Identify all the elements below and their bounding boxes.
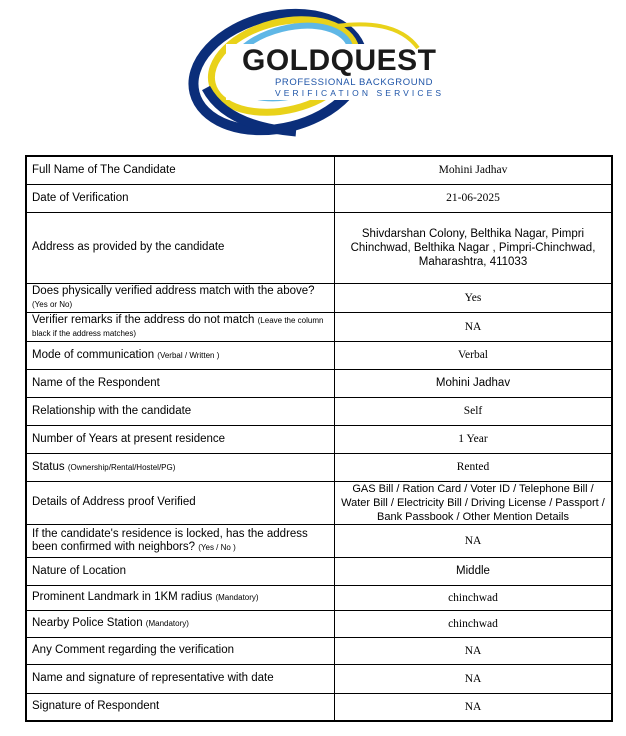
table-row xyxy=(26,212,612,283)
goldquest-logo xyxy=(186,8,456,142)
row-label: Signature of Respondent xyxy=(26,693,335,721)
row-label: Date of Verification xyxy=(26,184,335,212)
table-row xyxy=(26,369,612,397)
row-value: Yes xyxy=(335,283,613,312)
row-label: Name and signature of representative with date xyxy=(26,664,335,693)
row-label: Details of Address proof Verified xyxy=(26,481,335,524)
table-row xyxy=(26,610,612,637)
row-value: GAS Bill / Ration Card / Voter ID / Telephone Bill / Water Bill / Electricity Bill / Driving License / Passport / Bank Passbook / Other Mention Details xyxy=(335,481,613,524)
row-label: Status (Ownership/Rental/Hostel/PG) xyxy=(26,453,335,481)
row-label: If the candidate's residence is locked, has the address been confirmed with neighbors? (Yes / No ) xyxy=(26,524,335,557)
row-label: Mode of communication (Verbal / Written ) xyxy=(26,341,335,369)
row-value: chinchwad xyxy=(335,585,613,610)
row-label: Nearby Police Station (Mandatory) xyxy=(26,610,335,637)
table-row xyxy=(26,557,612,585)
row-label: Prominent Landmark in 1KM radius (Mandatory) xyxy=(26,585,335,610)
table-row xyxy=(26,585,612,610)
table-row xyxy=(26,453,612,481)
row-label: Address as provided by the candidate xyxy=(26,212,335,283)
logo-tagline-2: VERIFICATION SERVICES xyxy=(275,88,445,98)
row-value: NA xyxy=(335,524,613,557)
row-value: Self xyxy=(335,397,613,425)
row-value: NA xyxy=(335,312,613,341)
row-label: Verifier remarks if the address do not match (Leave the column black if the address matches) xyxy=(26,312,335,341)
row-value: 21-06-2025 xyxy=(335,184,613,212)
row-label: Full Name of The Candidate xyxy=(26,156,335,184)
row-value: Mohini Jadhav xyxy=(335,369,613,397)
row-value: Verbal xyxy=(335,341,613,369)
table-row xyxy=(26,481,612,524)
table-row xyxy=(26,341,612,369)
table-row xyxy=(26,693,612,721)
row-value: NA xyxy=(335,637,613,664)
row-value: 1 Year xyxy=(335,425,613,453)
row-value: NA xyxy=(335,693,613,721)
row-value: Mohini Jadhav xyxy=(335,156,613,184)
row-value: Middle xyxy=(335,557,613,585)
logo-brand-text: GOLDQUEST xyxy=(242,44,437,77)
table-row xyxy=(26,637,612,664)
table-row xyxy=(26,664,612,693)
table-row xyxy=(26,397,612,425)
table-row xyxy=(26,312,612,341)
row-label: Number of Years at present residence xyxy=(26,425,335,453)
verification-table xyxy=(25,155,613,722)
table-row xyxy=(26,156,612,184)
table-row xyxy=(26,524,612,557)
row-label: Nature of Location xyxy=(26,557,335,585)
logo-tagline-1: PROFESSIONAL BACKGROUND xyxy=(275,77,434,88)
row-value: NA xyxy=(335,664,613,693)
row-label: Any Comment regarding the verification xyxy=(26,637,335,664)
row-label: Does physically verified address match with the above? (Yes or No) xyxy=(26,283,335,312)
table-row xyxy=(26,283,612,312)
row-value: chinchwad xyxy=(335,610,613,637)
row-value: Shivdarshan Colony, Belthika Nagar, Pimpri Chinchwad, Belthika Nagar , Pimpri-Chinchwad, Maharashtra, 411033 xyxy=(335,212,613,283)
row-value: Rented xyxy=(335,453,613,481)
table-row xyxy=(26,184,612,212)
table-row xyxy=(26,425,612,453)
row-label: Name of the Respondent xyxy=(26,369,335,397)
row-label: Relationship with the candidate xyxy=(26,397,335,425)
